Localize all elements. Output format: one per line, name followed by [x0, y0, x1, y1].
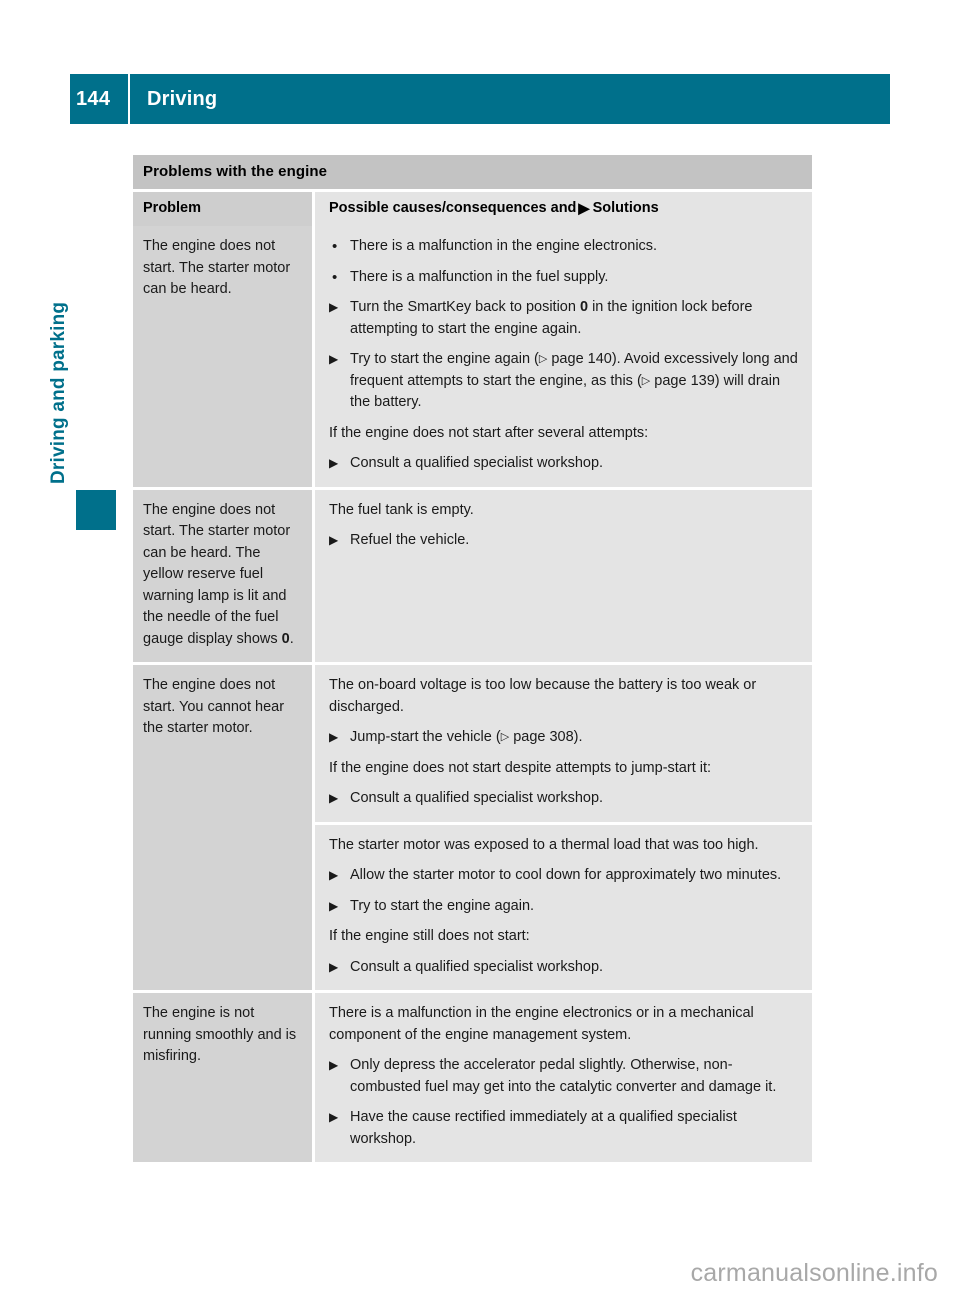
item-text: Turn the SmartKey back to position 0 in the ignition lock before attempting to start the engine again.	[350, 299, 753, 337]
problem-cell: The engine is not running smoothly and is misfiring.	[133, 993, 312, 1162]
column-header-causes-pre: Possible causes/consequences and	[329, 200, 577, 216]
step-arrow-icon: ▶	[329, 533, 339, 547]
column-header-problem: Problem	[133, 192, 312, 226]
problem-cell: The engine does not start. You cannot hear the starter motor.	[133, 665, 312, 990]
step-arrow-icon: ▶	[329, 898, 339, 913]
causes-solutions-cell	[315, 665, 812, 990]
table-title: Problems with the engine	[133, 155, 812, 189]
cause-bullet-item	[329, 267, 800, 289]
table-row	[133, 226, 812, 487]
cause-block	[315, 490, 812, 663]
item-text: Consult a qualified specialist workshop.	[350, 455, 604, 471]
step-arrow-icon: ▶	[329, 959, 339, 974]
item-text: Consult a qualified specialist workshop.	[350, 790, 604, 806]
bullet-icon: •	[332, 238, 338, 255]
solution-step-item	[329, 453, 800, 475]
solution-step-item	[329, 896, 800, 918]
item-text: There is a malfunction in the engine electronics.	[350, 238, 658, 254]
item-text: Only depress the accelerator pedal slightly. Otherwise, non-combusted fuel may get into the catalytic converter and damage it.	[350, 1057, 777, 1095]
table-body	[133, 226, 812, 1162]
cause-text: If the engine does not start after several attempts:	[329, 424, 649, 441]
chapter-label: Driving and parking	[48, 301, 69, 484]
chapter-marker-square	[76, 490, 116, 530]
step-arrow-icon: ▶	[329, 791, 339, 805]
step-arrow-icon: ▶	[329, 300, 339, 314]
problem-cell: The engine does not start. The starter motor can be heard.	[133, 226, 312, 487]
cause-text: The fuel tank is empty.	[329, 501, 474, 518]
troubleshooting-table	[133, 155, 812, 1162]
chapter-side-tab	[48, 240, 122, 530]
solution-step-item	[329, 865, 800, 887]
problem-cell: The engine does not start. The starter motor can be heard. The yellow reserve fuel warning lamp is lit and the needle of the fuel gauge display shows 0.	[133, 490, 312, 663]
solution-step-item	[329, 957, 800, 979]
bullet-icon: •	[332, 268, 338, 286]
step-arrow-icon: ▶	[329, 868, 339, 882]
causes-solutions-cell	[315, 226, 812, 487]
cause-text: The starter motor was exposed to a thermal load that was too high.	[329, 836, 759, 853]
item-text: Allow the starter motor to cool down for approximately two minutes.	[350, 867, 782, 883]
cause-block	[315, 665, 812, 822]
column-header-causes-post: Solutions	[592, 200, 659, 216]
item-text: Try to start the engine again (▷ page 140). Avoid excessively long and frequent attempts to start the engine, as this (▷ page 139) will drain the battery.	[350, 351, 798, 410]
step-arrow-icon: ▶	[329, 1058, 339, 1072]
solutions-arrow-icon: ▶	[578, 201, 590, 217]
solution-step-item	[329, 727, 800, 749]
cause-text: If the engine still does not start:	[329, 928, 530, 944]
cause-block	[315, 993, 812, 1162]
solution-step-item	[329, 788, 800, 810]
cause-bullet-item	[329, 236, 800, 258]
cause-text: There is a malfunction in the engine electronics or in a mechanical component of the engine management system.	[329, 1005, 754, 1043]
solution-step-item	[329, 1055, 800, 1098]
cause-text: If the engine does not start despite attempts to jump-start it:	[329, 759, 712, 776]
step-arrow-icon: ▶	[329, 1110, 339, 1124]
page-header-bar	[70, 74, 890, 124]
item-text: Jump-start the vehicle (▷ page 308).	[350, 729, 583, 745]
step-arrow-icon: ▶	[329, 456, 339, 470]
watermark: carmanualsonline.info	[690, 1259, 938, 1287]
table-row	[133, 490, 812, 663]
causes-solutions-cell	[315, 490, 812, 663]
page-number: 144	[76, 87, 111, 110]
solution-step-item	[329, 1107, 800, 1150]
table-row	[133, 665, 812, 990]
solution-step-item	[329, 297, 800, 340]
solution-step-item	[329, 349, 800, 414]
column-header-causes	[315, 192, 812, 226]
table-header-row	[133, 192, 812, 226]
step-arrow-icon: ▶	[329, 730, 339, 744]
table-row	[133, 993, 812, 1162]
item-text: There is a malfunction in the fuel supply.	[350, 268, 609, 285]
item-text: Consult a qualified specialist workshop.	[350, 958, 604, 975]
item-text: Have the cause rectified immediately at a qualified specialist workshop.	[350, 1109, 737, 1147]
item-text: Refuel the vehicle.	[350, 532, 470, 548]
solution-step-item	[329, 530, 800, 552]
cause-block	[315, 226, 812, 487]
cause-text: The on-board voltage is too low because the battery is too weak or discharged.	[329, 677, 757, 715]
step-arrow-icon: ▶	[329, 352, 339, 366]
cause-block	[315, 825, 812, 991]
causes-solutions-cell	[315, 993, 812, 1162]
page-title: Driving	[147, 87, 218, 110]
item-text: Try to start the engine again.	[350, 897, 535, 914]
